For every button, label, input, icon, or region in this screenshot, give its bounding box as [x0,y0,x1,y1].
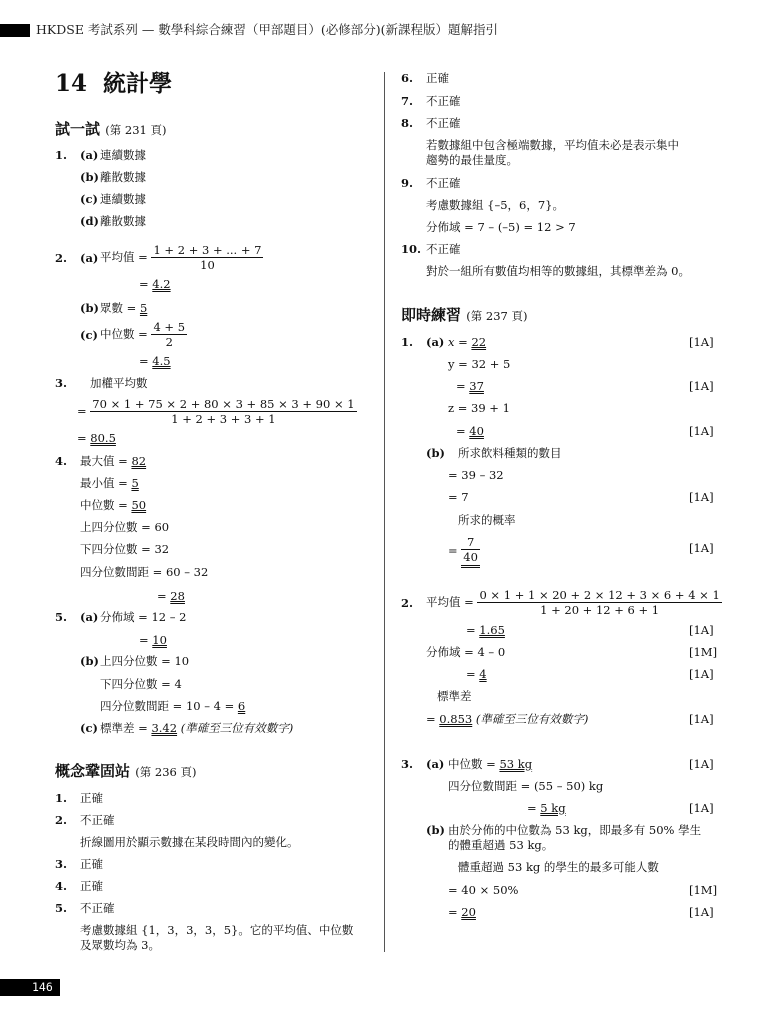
c9-text: 不正確 [426,176,461,190]
q4-min-label: 最小值 = [80,476,128,490]
q5-a-label: (a) [80,610,99,624]
p3-iqr: 四分位數間距 = (55 – 50) kg [448,779,604,793]
p1-z-answer: 40 [469,424,484,438]
q2-median-expr [100,320,187,350]
mark: [1A] [689,757,714,771]
q2-mean-fraction [151,243,263,273]
q2-mode-label: 眾數 = [100,301,137,315]
mark: [1A] [689,541,714,555]
mark: [1A] [689,379,714,393]
c8-explanation-1: 若數據組中包含極端數據，平均值未必是表示集中 [426,138,679,152]
q1-c-text: 連續數據 [100,192,146,206]
q2-mean-answer-line [139,277,171,291]
fraction-denominator: 1 + 20 + 12 + 6 + 1 [540,603,660,618]
c5-text: 不正確 [80,901,115,915]
c4-text: 正確 [80,879,103,893]
fraction-denominator: 1 + 2 + 3 + 3 + 1 [171,412,276,427]
q2-median-label: 中位數 = [100,326,148,341]
p2-range-answer-line [466,667,487,681]
equals-sign: = [157,589,167,603]
fraction-denominator: 40 [463,550,478,565]
p3-iqr-answer-line [527,801,566,815]
equals-sign: = [139,277,149,291]
q5-b-label: (b) [80,654,99,668]
q2-number: 2. [55,251,68,265]
equals-sign: = [466,623,476,637]
p1-x-answer: 22 [471,335,487,349]
mark: [1A] [689,490,714,504]
mark: [1M] [689,645,718,659]
c1-text: 正確 [80,791,103,805]
c5-explanation-2: 及眾數均為 3。 [80,938,160,952]
p3-b-line-3: 體重超過 53 kg 的學生的最多可能人數 [458,860,659,874]
c6-number: 6. [401,71,414,85]
p1-prob-label: 所求的概率 [458,513,516,527]
q5-number: 5. [55,610,68,624]
p1-number: 1. [401,335,414,349]
c9-explanation-2: 分佈域 = 7 – (–5) = 12 > 7 [426,220,576,234]
p2-mean-answer-line [466,623,505,637]
p2-range-answer: 4 [479,667,487,681]
q2-mode-answer: 5 [139,301,148,315]
c7-number: 7. [401,94,414,108]
fraction-numerator: 70 × 1 + 75 × 2 + 80 × 3 + 85 × 3 + 90 × 1 [92,397,355,411]
c8-explanation-2: 趨勢的最佳量度。 [426,153,518,167]
equals-sign: = [456,424,466,438]
q5-upper-quartile: 上四分位數 = 10 [100,654,190,668]
q1-c-label: (c) [80,192,98,206]
p1-b-label: (b) [426,446,445,460]
p1-x-line [448,335,486,349]
q3-expr [77,397,357,427]
p1-y-answer-line [456,379,484,393]
q4-min-line [80,476,139,490]
q4-min-answer: 5 [131,476,139,490]
equals-sign: = [448,543,458,558]
fraction-numerator: 1 + 2 + 3 + ... + 7 [153,243,262,257]
q2-b-label: (b) [80,301,99,315]
equals-sign: = [527,801,537,815]
q4-median-line [80,498,146,512]
fraction-numerator: 7 [461,535,480,550]
p2-mean-label: 平均值 = [426,594,474,609]
c8-number: 8. [401,116,414,130]
q4-max-label: 最大值 = [80,454,128,468]
mark: [1A] [689,712,714,726]
section-practice [401,306,527,325]
mark: [1A] [689,905,714,919]
p2-sd-answer-line [426,712,588,726]
mark: [1A] [689,667,714,681]
header-bar [0,24,30,37]
q2-c-label: (c) [80,328,98,342]
p1-z-answer-line [456,424,484,438]
p2-mean-expr [426,588,722,618]
q2-median-answer-line [139,354,171,368]
q5-sd-line [100,721,293,735]
p3-b-answer-line [448,905,476,919]
p1-prob-expr [448,535,480,568]
q1-number: 1. [55,148,68,162]
equals-sign: = [448,905,458,919]
equals-sign: = [456,379,466,393]
header-title: HKDSE 考試系列 — 數學科綜合練習（甲部題目）(必修部分)(新課程版）題解指引 [36,22,499,37]
p2-mean-fraction [477,588,721,618]
mark: [1A] [689,424,714,438]
p2-mean-answer: 1.65 [479,623,505,637]
q2-a-label: (a) [80,251,99,265]
c9-explanation-1: 考慮數據組 {–5，6，7}。 [426,198,564,212]
q3-answer: 80.5 [90,431,116,445]
q1-d-label: (d) [80,214,99,228]
p3-iqr-answer: 5 kg [540,801,566,815]
mark: [1A] [689,623,714,637]
q2-mode-line [100,301,147,315]
section-ref: (第 237 頁) [466,309,528,323]
c2-number: 2. [55,813,68,827]
q4-max-answer: 82 [131,454,147,468]
p1-prob-fraction [461,535,480,568]
p1-b-desc: 所求飲料種類的數目 [458,446,562,460]
c8-text: 不正確 [426,116,461,130]
q4-number: 4. [55,454,68,468]
mark: [1A] [689,335,714,349]
p3-b-line-1: 由於分佈的中位數為 53 kg，即最多有 50% 學生 [448,823,702,837]
p1-a-label: (a) [426,335,445,349]
q2-mean-label: 平均值 = [100,249,148,264]
section-concept [55,762,196,781]
q5-c-label: (c) [80,721,98,735]
chapter-title [55,70,172,99]
fraction-numerator: 0 × 1 + 1 × 20 + 2 × 12 + 3 × 6 + 4 × 1 [479,588,720,602]
section-try [55,120,166,139]
p2-sd-answer: 0.853 [439,712,473,726]
c5-number: 5. [55,901,68,915]
equals-sign: = [139,354,149,368]
q1-a-text: 連續數據 [100,148,146,162]
q4-lower-quartile: 下四分位數 = 32 [80,542,170,556]
q3-fraction [90,397,356,427]
q5-range-answer: 10 [152,633,167,647]
p1-x-label: x = [448,335,468,349]
p2-number: 2. [401,596,414,610]
fraction-denominator: 2 [165,335,173,350]
q4-upper-quartile: 上四分位數 = 60 [80,520,170,534]
q3-number: 3. [55,376,68,390]
q4-iqr-answer: 28 [170,589,185,603]
q4-median-label: 中位數 = [80,498,128,512]
q5-range: 分佈域 = 12 – 2 [100,610,187,624]
c10-text: 不正確 [426,242,461,256]
p3-b-line-4: = 40 × 50% [448,883,519,897]
chapter-name: 統計學 [103,70,173,97]
q5-range-answer-line [139,633,167,647]
fraction-numerator: 4 + 5 [153,320,186,334]
c7-text: 不正確 [426,94,461,108]
q4-max-line [80,454,146,468]
q1-b-text: 離散數據 [100,170,146,184]
q2-median-fraction [151,320,187,350]
q1-a-label: (a) [80,148,99,162]
equals-sign: = [466,667,476,681]
p3-b-line-2: 的體重超過 53 kg。 [448,838,554,852]
q4-iqr: 四分位數間距 = 60 – 32 [80,565,209,579]
section-title: 試一試 [55,120,101,138]
fraction-denominator: 10 [200,258,215,273]
q5-iqr: 四分位數間距 = 10 – 4 = [100,699,235,713]
c10-explanation: 對於一組所有數值均相等的數據組，其標準差為 0。 [426,264,690,278]
p3-b-label: (b) [426,823,445,837]
p1-y-line: y = 32 + 5 [448,357,511,371]
equals-sign: = [139,633,149,647]
mark: [1M] [689,883,718,897]
q5-lower-quartile: 下四分位數 = 4 [100,677,182,691]
q2-mean-answer: 4.2 [152,277,171,291]
q4-iqr-answer-line [157,589,185,603]
c9-number: 9. [401,176,414,190]
q1-d-text: 離散數據 [100,214,146,228]
q3-label: 加權平均數 [90,376,148,390]
p3-b-answer: 20 [461,905,476,919]
c2-explanation: 折線圖用於顯示數據在某段時間內的變化。 [80,835,299,849]
mark: [1A] [689,801,714,815]
section-title: 概念鞏固站 [55,762,131,780]
p1-b-line-2: = 7 [448,490,469,504]
page-number: 146 [32,980,53,994]
q5-sd-note: (準確至三位有效數字) [180,721,294,735]
p2-range: 分佈域 = 4 – 0 [426,645,506,659]
p3-number: 3. [401,757,414,771]
c3-number: 3. [55,857,68,871]
equals-sign: = [426,712,436,726]
section-title: 即時練習 [401,306,462,324]
c3-text: 正確 [80,857,103,871]
q5-iqr-answer: 6 [237,699,246,713]
q1-b-label: (b) [80,170,99,184]
section-ref: (第 231 頁) [105,123,167,137]
section-ref: (第 236 頁) [135,765,197,779]
p3-median-answer: 53 kg [499,757,533,771]
p2-sd-label: 標準差 [437,689,472,703]
chapter-number: 14 [55,70,88,97]
c5-explanation-1: 考慮數據組 {1，3，3，3，5}。它的平均值、中位數 [80,923,354,937]
p1-y-answer: 37 [469,379,484,393]
column-divider [384,72,385,952]
p1-b-line-1: = 39 – 32 [448,468,504,482]
c4-number: 4. [55,879,68,893]
q5-sd-answer: 3.42 [151,721,178,735]
p3-median-line [448,757,532,771]
q4-median-answer: 50 [131,498,147,512]
c6-text: 正確 [426,71,449,85]
q2-mean-expr [100,243,263,273]
p2-sd-note: (準確至三位有效數字) [475,712,589,726]
q5-iqr-line [100,699,245,713]
q3-answer-line [77,431,116,445]
c1-number: 1. [55,791,68,805]
p3-a-label: (a) [426,757,445,771]
q2-median-answer: 4.5 [152,354,171,368]
c10-number: 10. [401,242,422,256]
q5-sd-label: 標準差 = [100,721,148,735]
equals-sign: = [77,403,87,418]
p1-z-line: z = 39 + 1 [448,401,510,415]
equals-sign: = [77,431,87,445]
c2-text: 不正確 [80,813,115,827]
p3-median-label: 中位數 = [448,757,496,771]
